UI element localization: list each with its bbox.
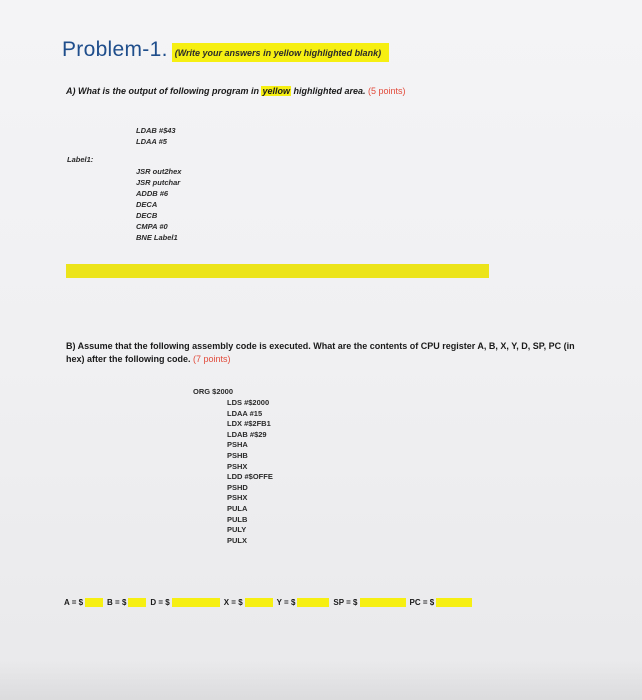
code-line: PSHD [227, 482, 248, 492]
answer-a-blank[interactable] [66, 264, 489, 278]
code-line: PSHX [227, 461, 248, 471]
question-a-text-pre: A) What is the output of following program in [66, 86, 262, 96]
code-line: LDAA #15 [227, 408, 263, 418]
code-line: BNE Label1 [136, 233, 178, 242]
code-line: PULY [227, 525, 247, 535]
code-line: ADDB #6 [136, 189, 169, 198]
code-a-top [136, 125, 176, 147]
code-line: LDD #$OFFE [227, 472, 273, 482]
page-title: Problem-1. [62, 38, 168, 61]
code-line: JSR out2hex [136, 167, 182, 176]
title-instruction: (Write your answers in yellow highlighted blank) [172, 43, 389, 62]
answer-blank[interactable] [297, 598, 329, 607]
answer-y-register: Y = $ [277, 598, 330, 607]
answer-blank[interactable] [172, 598, 220, 607]
code-line: PSHX [227, 493, 248, 503]
answer-blank[interactable] [85, 598, 103, 607]
code-line: PULX [227, 535, 248, 545]
answer-b-register: B = $ [107, 598, 146, 607]
page-shadow [0, 660, 642, 700]
code-line: LDS #$2000 [227, 398, 270, 407]
code-a-loop [136, 166, 181, 243]
code-label: Label1: [67, 155, 94, 164]
register-answers [64, 598, 476, 607]
code-line: LDAA #5 [136, 137, 167, 146]
code-b-org: ORG $2000 [193, 387, 234, 396]
answer-x-register: X = $ [224, 598, 273, 607]
code-line: PULB [227, 514, 248, 524]
code-line: PSHA [227, 440, 248, 450]
code-line: PSHB [227, 450, 248, 460]
answer-pc-register: PC = $ [410, 598, 473, 607]
answer-a-register: A = $ [64, 598, 103, 607]
code-line: CMPA #0 [136, 222, 168, 231]
answer-blank[interactable] [128, 598, 146, 607]
code-line: LDX #$2FB1 [227, 419, 271, 429]
answer-blank[interactable] [436, 598, 472, 607]
question-a [66, 86, 406, 96]
question-b-text: B) Assume that the following assembly code is executed. What are the contents of CPU register A, B, X, Y, D, SP, PC (in hex) after the following code. [66, 341, 575, 364]
code-line: DECB [136, 211, 158, 220]
answer-blank[interactable] [245, 598, 273, 607]
answer-d-register: D = $ [150, 598, 219, 607]
title-row [62, 38, 389, 62]
code-line: LDAB #$43 [136, 126, 176, 135]
question-a-points: (5 points) [368, 86, 406, 96]
code-line: PULA [227, 503, 248, 513]
code-line: LDAB #$29 [227, 429, 267, 439]
question-b-points: (7 points) [193, 354, 231, 364]
question-b [66, 340, 576, 366]
answer-sp-register: SP = $ [333, 598, 405, 607]
code-line: JSR putchar [136, 178, 181, 187]
question-a-text-post: highlighted area. [291, 86, 366, 96]
answer-blank[interactable] [360, 598, 406, 607]
question-a-highlight-word: yellow [262, 86, 290, 96]
code-line: DECA [136, 200, 158, 209]
code-b-block [227, 398, 273, 546]
